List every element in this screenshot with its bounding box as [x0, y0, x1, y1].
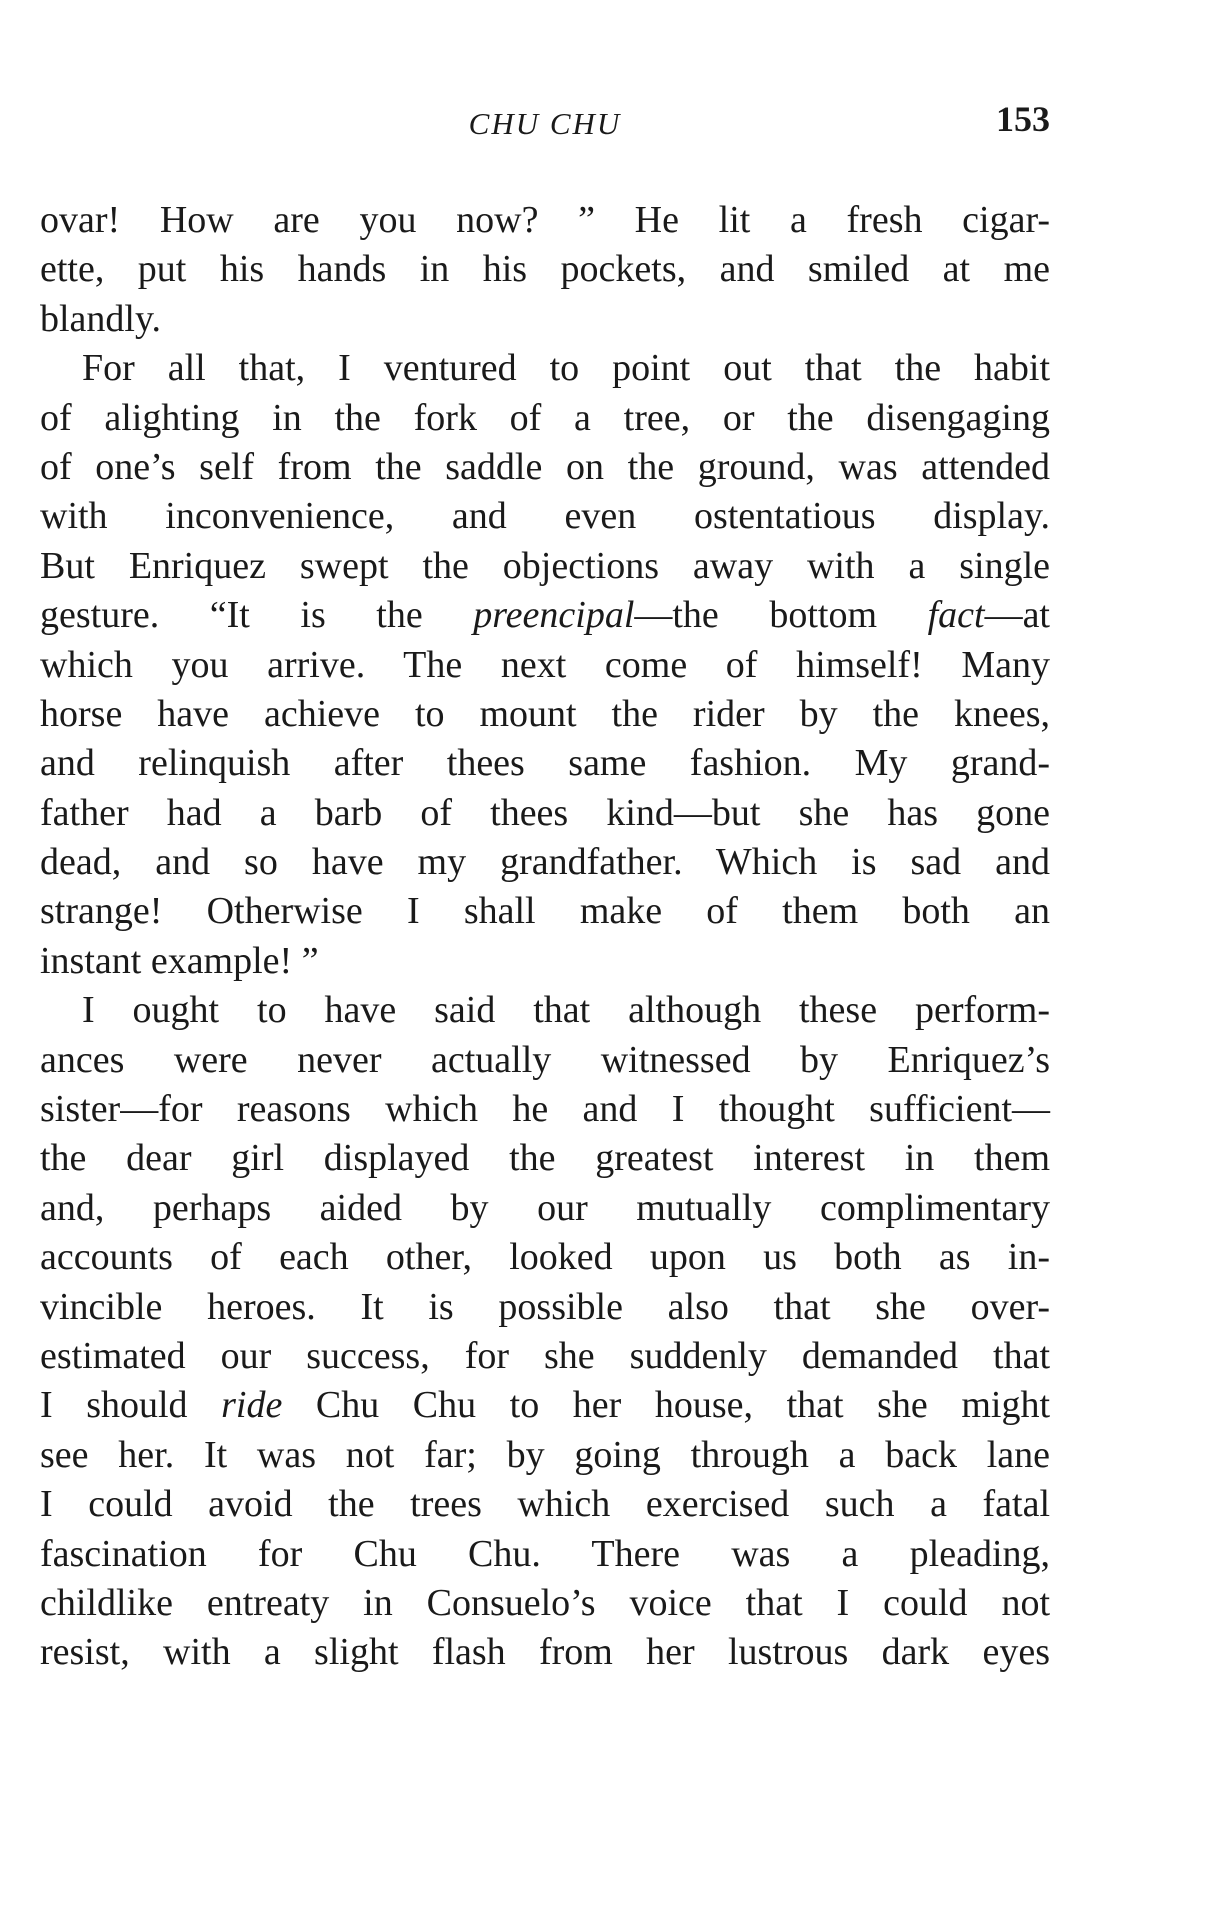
text-line: see her. It was not far; by going through a back lane [40, 1433, 1050, 1476]
text-line: I could avoid the trees which exercised such a fatal [40, 1483, 1050, 1526]
text-line: sister—for reasons which he and I thought sufficient— [40, 1088, 1050, 1131]
text-line: the dear girl displayed the greatest interest in them [40, 1137, 1050, 1180]
text-line: vincible heroes. It is possible also that she over- [40, 1285, 1050, 1328]
text-line: dead, and so have my grandfather. Which is sad and [40, 841, 1050, 884]
text-line: which you arrive. The next come of himself! Many [40, 643, 1050, 686]
text-line: For all that, I ventured to point out that the habit [82, 347, 1050, 390]
text-segment: —the bottom [634, 594, 928, 637]
text-line: resist, with a slight flash from her lustrous dark eyes [40, 1631, 1050, 1674]
text-line: horse have achieve to mount the rider by the knees, [40, 692, 1050, 735]
text-segment: —at [984, 594, 1050, 637]
text-line: and, perhaps aided by our mutually complimentary [40, 1186, 1050, 1229]
italic-word: preencipal [473, 594, 635, 637]
text-line: I ought to have said that although these perform- [82, 989, 1050, 1032]
text-line: childlike entreaty in Consuelo’s voice that I could not [40, 1581, 1050, 1624]
text-line: father had a barb of thees kind—but she has gone [40, 791, 1050, 834]
text-line: accounts of each other, looked upon us both as in- [40, 1236, 1050, 1279]
text-line: instant example! ” [40, 939, 319, 982]
text-segment: Chu Chu to her house, that she might [282, 1384, 1050, 1427]
text-segment: I should [40, 1384, 222, 1427]
text-line: strange! Otherwise I shall make of them both an [40, 890, 1050, 933]
text-line: ovar! How are you now? ” He lit a fresh cigar- [40, 199, 1050, 241]
text-line [40, 1381, 1050, 1430]
text-line [40, 591, 1050, 640]
text-line: of one’s self from the saddle on the ground, was attended [40, 445, 1050, 488]
text-line: of alighting in the fork of a tree, or the disengaging [40, 396, 1050, 439]
italic-word: fact [927, 594, 985, 637]
text-line: estimated our success, for she suddenly demanded that [40, 1334, 1050, 1377]
body-text [40, 196, 1050, 1678]
italic-word: ride [221, 1384, 283, 1427]
running-title: CHU CHU [468, 106, 622, 141]
text-line: ances were never actually witnessed by Enriquez’s [40, 1038, 1050, 1081]
text-line: and relinquish after thees same fashion. My grand- [40, 742, 1050, 785]
page-number: 153 [996, 99, 1050, 139]
text-segment: gesture. “It is the [40, 594, 474, 637]
text-line: But Enriquez swept the objections away with a single [40, 544, 1050, 587]
text-line: blandly. [40, 297, 162, 340]
text-line: fascination for Chu Chu. There was a pleading, [40, 1532, 1050, 1575]
text-line: with inconvenience, and even ostentatious display. [40, 495, 1050, 538]
page-header [40, 98, 1050, 154]
text-line: ette, put his hands in his pockets, and smiled at me [40, 248, 1050, 291]
